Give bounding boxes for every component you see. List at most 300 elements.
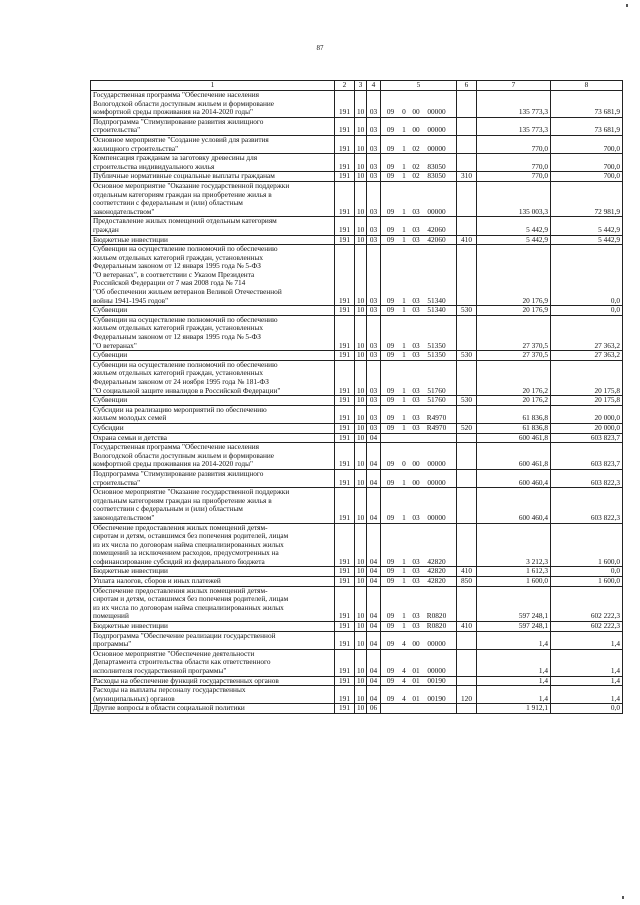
subsection-code: 04 (367, 577, 381, 587)
target-article-part: 03 (412, 621, 420, 631)
amount-year-2: 5 442,9 (551, 217, 623, 235)
amount-year-1: 27 370,5 (477, 315, 551, 350)
row-name: Основное мероприятие "Создание условий для развития жилищного строительства" (91, 135, 335, 153)
amount-year-2: 0,0 (551, 567, 623, 577)
expense-type-code: 520 (457, 423, 477, 433)
table-row (91, 217, 623, 235)
table-row (91, 443, 623, 470)
target-article-part: 00000 (427, 125, 446, 135)
target-article-code (381, 172, 457, 182)
target-article-part: 42060 (427, 224, 446, 234)
subsection-code: 03 (367, 315, 381, 350)
section-code: 10 (355, 135, 367, 153)
admin-code: 191 (335, 351, 355, 361)
table-row (91, 360, 623, 395)
expense-type-code (457, 245, 477, 306)
row-name: Бюджетные инвестиции (91, 567, 335, 577)
expense-type-code (457, 360, 477, 395)
admin-code: 191 (335, 577, 355, 587)
row-name: Предоставление жилых помещений отдельным категориям граждан (91, 217, 335, 235)
target-article-code (381, 676, 457, 686)
section-code: 10 (355, 649, 367, 676)
subsection-code: 04 (367, 443, 381, 470)
amount-year-2: 1 600,0 (551, 523, 623, 567)
expense-type-code (457, 405, 477, 423)
subsection-code: 03 (367, 396, 381, 406)
amount-year-2: 1 600,0 (551, 577, 623, 587)
subsection-code: 03 (367, 360, 381, 395)
admin-code: 191 (335, 245, 355, 306)
section-code: 10 (355, 622, 367, 632)
table-row (91, 622, 623, 632)
subsection-code: 04 (367, 433, 381, 443)
section-code: 10 (355, 586, 367, 621)
amount-year-1: 20 176,9 (477, 245, 551, 306)
amount-year-2: 603 823,7 (551, 443, 623, 470)
expense-type-code: 120 (457, 686, 477, 704)
subsection-code: 03 (367, 135, 381, 153)
target-article-code (381, 631, 457, 649)
target-article-part: 09 (386, 340, 395, 350)
section-code: 10 (355, 704, 367, 714)
admin-code: 191 (335, 622, 355, 632)
section-code: 10 (355, 686, 367, 704)
row-name: Публичные нормативные социальные выплаты гражданам (91, 172, 335, 182)
target-article-part: 00000 (427, 477, 446, 487)
target-article-part: 42820 (427, 566, 446, 576)
target-article-part: 09 (386, 512, 395, 522)
target-article-part: 02 (412, 171, 420, 181)
table-row (91, 704, 623, 714)
target-article-part: 09 (386, 107, 395, 117)
table-row (91, 315, 623, 350)
target-article-part: 4 (402, 639, 406, 649)
amount-year-2: 0,0 (551, 306, 623, 316)
subsection-code: 03 (367, 181, 381, 216)
header-cell: 1 (91, 81, 335, 91)
target-article-code (381, 577, 457, 587)
admin-code: 191 (335, 443, 355, 470)
expense-type-code (457, 469, 477, 487)
target-article-part: 03 (412, 235, 420, 244)
expense-type-code (457, 649, 477, 676)
target-article-code (381, 245, 457, 306)
target-article-code (381, 306, 457, 316)
section-code: 10 (355, 423, 367, 433)
target-article-code (381, 315, 457, 350)
target-article-part: 1 (402, 413, 406, 423)
row-name: Субвенции на осуществление полномочий по обеспечению жильем отдельных категорий граждан, установленных Федеральным законом от 12 января 1995 года № 5-ФЗ "О ветеранах" (91, 315, 335, 350)
amount-year-1: 600 460,4 (477, 488, 551, 523)
section-code: 10 (355, 443, 367, 470)
row-name: Бюджетные инвестиции (91, 622, 335, 632)
amount-year-2: 73 681,9 (551, 91, 623, 118)
row-name: Уплата налогов, сборов и иных платежей (91, 577, 335, 587)
amount-year-2: 0,0 (551, 704, 623, 714)
section-code: 10 (355, 631, 367, 649)
amount-year-1: 20 176,2 (477, 396, 551, 406)
target-article-part: 03 (412, 224, 420, 234)
section-code: 10 (355, 523, 367, 567)
target-article-code (381, 360, 457, 395)
table-row (91, 405, 623, 423)
expense-type-code: 310 (457, 172, 477, 182)
target-article-part: 09 (386, 395, 395, 405)
amount-year-1: 600 460,4 (477, 469, 551, 487)
expense-type-code (457, 676, 477, 686)
admin-code: 191 (335, 704, 355, 714)
amount-year-2: 603 823,7 (551, 433, 623, 443)
subsection-code: 04 (367, 631, 381, 649)
table-row (91, 245, 623, 306)
target-article-part: R4970 (426, 423, 447, 432)
target-article-part: 03 (412, 556, 420, 566)
subsection-code: 04 (367, 488, 381, 523)
header-cell: 2 (335, 81, 355, 91)
table-row (91, 523, 623, 567)
target-article-part: 01 (412, 693, 420, 703)
target-article-part: 1 (402, 611, 406, 621)
table-row (91, 586, 623, 621)
target-article-part: 00 (412, 125, 420, 135)
target-article-part: 00000 (427, 206, 446, 216)
target-article-part: 09 (386, 350, 395, 360)
admin-code: 191 (335, 567, 355, 577)
target-article-part: 1 (402, 385, 406, 395)
row-name: Бюджетные инвестиции (91, 235, 335, 245)
target-article-part: 4 (402, 693, 406, 703)
admin-code: 191 (335, 405, 355, 423)
section-code: 10 (355, 172, 367, 182)
target-article-part: 09 (386, 413, 395, 423)
admin-code: 191 (335, 469, 355, 487)
table-row (91, 631, 623, 649)
section-code: 10 (355, 117, 367, 135)
amount-year-1: 5 442,9 (477, 217, 551, 235)
target-article-part: 09 (386, 621, 395, 631)
target-article-part: 1 (402, 350, 406, 360)
amount-year-1: 27 370,5 (477, 351, 551, 361)
expense-type-code: 410 (457, 567, 477, 577)
target-article-code (381, 135, 457, 153)
target-article-part: 03 (412, 395, 420, 405)
subsection-code: 04 (367, 567, 381, 577)
target-article-part: R0820 (426, 611, 447, 621)
amount-year-1: 61 836,8 (477, 423, 551, 433)
target-article-part: 01 (412, 666, 420, 675)
target-article-part: 1 (402, 566, 406, 576)
admin-code: 191 (335, 649, 355, 676)
amount-year-1: 1 600,0 (477, 577, 551, 587)
target-article-part: 00 (412, 107, 420, 117)
target-article-part: R0820 (426, 621, 447, 631)
row-name: Субсидии на реализацию мероприятий по обеспечению жильем молодых семей (91, 405, 335, 423)
row-name: Субвенции (91, 351, 335, 361)
target-article-part: 02 (412, 161, 420, 171)
target-article-part: 51350 (427, 340, 446, 350)
target-article-part: 1 (402, 143, 406, 153)
subsection-code: 03 (367, 154, 381, 172)
section-code: 10 (355, 488, 367, 523)
table-row (91, 235, 623, 245)
target-article-part: 1 (402, 125, 406, 135)
target-article-part: 42060 (427, 235, 446, 244)
target-article-part: 09 (386, 576, 395, 586)
row-name: Субвенции (91, 396, 335, 406)
section-code: 10 (355, 245, 367, 306)
expense-type-code (457, 135, 477, 153)
target-article-part: 00000 (427, 459, 446, 469)
subsection-code: 04 (367, 622, 381, 632)
target-article-code (381, 396, 457, 406)
amount-year-1: 61 836,8 (477, 405, 551, 423)
header-cell: 7 (477, 81, 551, 91)
section-code: 10 (355, 351, 367, 361)
amount-year-2: 1,4 (551, 676, 623, 686)
admin-code: 191 (335, 172, 355, 182)
expense-type-code: 410 (457, 622, 477, 632)
target-article-part: 1 (402, 305, 406, 315)
target-article-part: 09 (386, 477, 395, 487)
header-row (91, 81, 623, 91)
row-name: Охрана семьи и детства (91, 433, 335, 443)
target-article-part: 51350 (427, 350, 446, 360)
target-article-part: 1 (402, 206, 406, 216)
section-code: 10 (355, 235, 367, 245)
target-article-part: 03 (412, 206, 420, 216)
target-article-part: 09 (386, 693, 395, 703)
target-article-part: 1 (402, 235, 406, 244)
subsection-code: 06 (367, 704, 381, 714)
expense-type-code (457, 631, 477, 649)
target-article-code (381, 488, 457, 523)
amount-year-2: 1,4 (551, 686, 623, 704)
subsection-code: 04 (367, 649, 381, 676)
row-name: Государственная программа "Обеспечение населения Вологодской области доступным жильем и формирование комфортной среды проживания на 2014-2020 годы" (91, 91, 335, 118)
header-cell: 8 (551, 81, 623, 91)
row-name: Расходы на выплаты персоналу государственных (муниципальных) органов (91, 686, 335, 704)
target-article-part: 00000 (427, 512, 446, 522)
expense-type-code (457, 488, 477, 523)
admin-code: 191 (335, 631, 355, 649)
section-code: 10 (355, 217, 367, 235)
admin-code: 191 (335, 315, 355, 350)
target-article-part: 00000 (427, 143, 446, 153)
target-article-part: 42820 (427, 576, 446, 586)
table-row (91, 567, 623, 577)
target-article-code (381, 405, 457, 423)
amount-year-1: 770,0 (477, 172, 551, 182)
target-article-part: 51340 (427, 295, 446, 305)
target-article-code (381, 523, 457, 567)
budget-table (90, 80, 623, 714)
amount-year-1: 135 773,3 (477, 117, 551, 135)
amount-year-2: 27 363,2 (551, 351, 623, 361)
expense-type-code (457, 443, 477, 470)
target-article-part: 1 (402, 171, 406, 181)
subsection-code: 04 (367, 676, 381, 686)
target-article-part: 03 (412, 566, 420, 576)
amount-year-2: 700,0 (551, 154, 623, 172)
target-article-part: 09 (386, 676, 395, 685)
amount-year-1: 770,0 (477, 154, 551, 172)
header-cell: 5 (381, 81, 457, 91)
row-name: Субвенции (91, 306, 335, 316)
section-code: 10 (355, 433, 367, 443)
target-article-part: 09 (386, 423, 395, 432)
admin-code: 191 (335, 676, 355, 686)
target-article-part: 03 (412, 611, 420, 621)
subsection-code: 03 (367, 405, 381, 423)
row-name: Государственная программа "Обеспечение населения Вологодской области доступным жильем и формирование комфортной среды проживания на 2014-2020 годы" (91, 443, 335, 470)
admin-code: 191 (335, 135, 355, 153)
table-row (91, 91, 623, 118)
amount-year-2: 20 000,0 (551, 423, 623, 433)
target-article-part: 83050 (427, 171, 446, 181)
target-article-part: 1 (402, 556, 406, 566)
expense-type-code (457, 154, 477, 172)
row-name: Основное мероприятие "Оказание государственной поддержки отдельным категориям граждан на приобретение жилья в соответствии с федеральным и (или) областным законодательством" (91, 488, 335, 523)
target-article-part: 00190 (427, 676, 446, 685)
amount-year-1: 135 773,3 (477, 91, 551, 118)
expense-type-code (457, 433, 477, 443)
subsection-code: 04 (367, 686, 381, 704)
admin-code: 191 (335, 91, 355, 118)
target-article-part: 09 (386, 459, 395, 469)
target-article-part: 1 (402, 512, 406, 522)
amount-year-2: 73 681,9 (551, 117, 623, 135)
amount-year-1: 770,0 (477, 135, 551, 153)
table-row (91, 686, 623, 704)
amount-year-2: 602 222,3 (551, 586, 623, 621)
expense-type-code (457, 181, 477, 216)
target-article-code (381, 181, 457, 216)
section-code: 10 (355, 577, 367, 587)
target-article-part: 83050 (427, 161, 446, 171)
target-article-code (381, 91, 457, 118)
target-article-part: 1 (402, 576, 406, 586)
expense-type-code: 850 (457, 577, 477, 587)
table-row (91, 306, 623, 316)
row-name: Подпрограмма "Стимулирование развития жилищного строительства" (91, 117, 335, 135)
amount-year-1: 1 912,1 (477, 704, 551, 714)
admin-code: 191 (335, 235, 355, 245)
table-row (91, 181, 623, 216)
target-article-part: 03 (412, 350, 420, 360)
target-article-part: 00000 (427, 666, 446, 675)
admin-code: 191 (335, 360, 355, 395)
amount-year-1: 135 003,3 (477, 181, 551, 216)
section-code: 10 (355, 181, 367, 216)
target-article-code (381, 443, 457, 470)
target-article-part: 03 (412, 340, 420, 350)
table-body (91, 91, 623, 714)
expense-type-code (457, 117, 477, 135)
table-row (91, 117, 623, 135)
target-article-part: 1 (402, 423, 406, 432)
target-article-code (381, 686, 457, 704)
amount-year-1: 20 176,2 (477, 360, 551, 395)
expense-type-code (457, 91, 477, 118)
target-article-part: 09 (386, 305, 395, 315)
table-row (91, 172, 623, 182)
expense-type-code (457, 586, 477, 621)
target-article-part: 1 (402, 224, 406, 234)
header-cell: 4 (367, 81, 381, 91)
admin-code: 191 (335, 181, 355, 216)
subsection-code: 04 (367, 469, 381, 487)
amount-year-1: 5 442,9 (477, 235, 551, 245)
subsection-code: 03 (367, 245, 381, 306)
admin-code: 191 (335, 217, 355, 235)
amount-year-2: 602 222,3 (551, 622, 623, 632)
admin-code: 191 (335, 423, 355, 433)
row-name: Основное мероприятие "Оказание государственной поддержки отдельным категориям граждан на приобретение жилья в соответствии с федеральным и (или) областным законодательством" (91, 181, 335, 216)
section-code: 10 (355, 306, 367, 316)
amount-year-2: 700,0 (551, 172, 623, 182)
subsection-code: 03 (367, 91, 381, 118)
target-article-part: 00 (412, 639, 420, 649)
subsection-code: 03 (367, 172, 381, 182)
amount-year-1: 1,4 (477, 686, 551, 704)
target-article-code (381, 154, 457, 172)
target-article-part: 00190 (427, 693, 446, 703)
target-article-part: 09 (386, 235, 395, 244)
target-article-part: 1 (402, 161, 406, 171)
table-row (91, 433, 623, 443)
subsection-code: 03 (367, 351, 381, 361)
target-article-part: 09 (386, 224, 395, 234)
amount-year-2: 27 363,2 (551, 315, 623, 350)
amount-year-1: 600 461,8 (477, 433, 551, 443)
target-article-part: R4970 (426, 413, 447, 423)
expense-type-code: 530 (457, 396, 477, 406)
page-number: 87 (316, 44, 324, 52)
amount-year-2: 5 442,9 (551, 235, 623, 245)
row-name: Расходы на обеспечение функций государственных органов (91, 676, 335, 686)
table-row (91, 577, 623, 587)
target-article-part: 00000 (427, 639, 446, 649)
target-article-part: 1 (402, 477, 406, 487)
admin-code: 191 (335, 586, 355, 621)
target-article-part: 1 (402, 621, 406, 631)
amount-year-1: 20 176,9 (477, 306, 551, 316)
subsection-code: 03 (367, 423, 381, 433)
target-article-part: 51760 (427, 385, 446, 395)
target-article-code (381, 351, 457, 361)
section-code: 10 (355, 676, 367, 686)
row-name: Субвенции на осуществление полномочий по обеспечению жильем отдельных категорий граждан, установленных Федеральным законом от 24 ноября 1995 года № 181-ФЗ "О социальной защите инвалидов в Российской Федерации" (91, 360, 335, 395)
section-code: 10 (355, 91, 367, 118)
amount-year-2: 20 000,0 (551, 405, 623, 423)
target-article-part: 42820 (427, 556, 446, 566)
subsection-code: 03 (367, 117, 381, 135)
target-article-part: 09 (386, 295, 395, 305)
amount-year-2: 603 822,3 (551, 469, 623, 487)
row-name: Подпрограмма "Стимулирование развития жилищного строительства" (91, 469, 335, 487)
expense-type-code (457, 704, 477, 714)
target-article-part: 09 (386, 566, 395, 576)
table-row (91, 676, 623, 686)
header-cell: 3 (355, 81, 367, 91)
target-article-part: 03 (412, 512, 420, 522)
row-name: Обеспечение предоставления жилых помещений детям- сиротам и детям, оставшимся без попечения родителей, лицам из их числа по договорам найма специализированных жилых помещений за исключением расходов, предусмотренных на софинансирование субсидий из федерального бюджета (91, 523, 335, 567)
row-name: Компенсация гражданам за заготовку древесины для строительства индивидуального жилья (91, 154, 335, 172)
target-article-part: 51760 (427, 395, 446, 405)
amount-year-1: 1,4 (477, 676, 551, 686)
target-article-part: 00 (412, 459, 420, 469)
amount-year-2: 1,4 (551, 631, 623, 649)
